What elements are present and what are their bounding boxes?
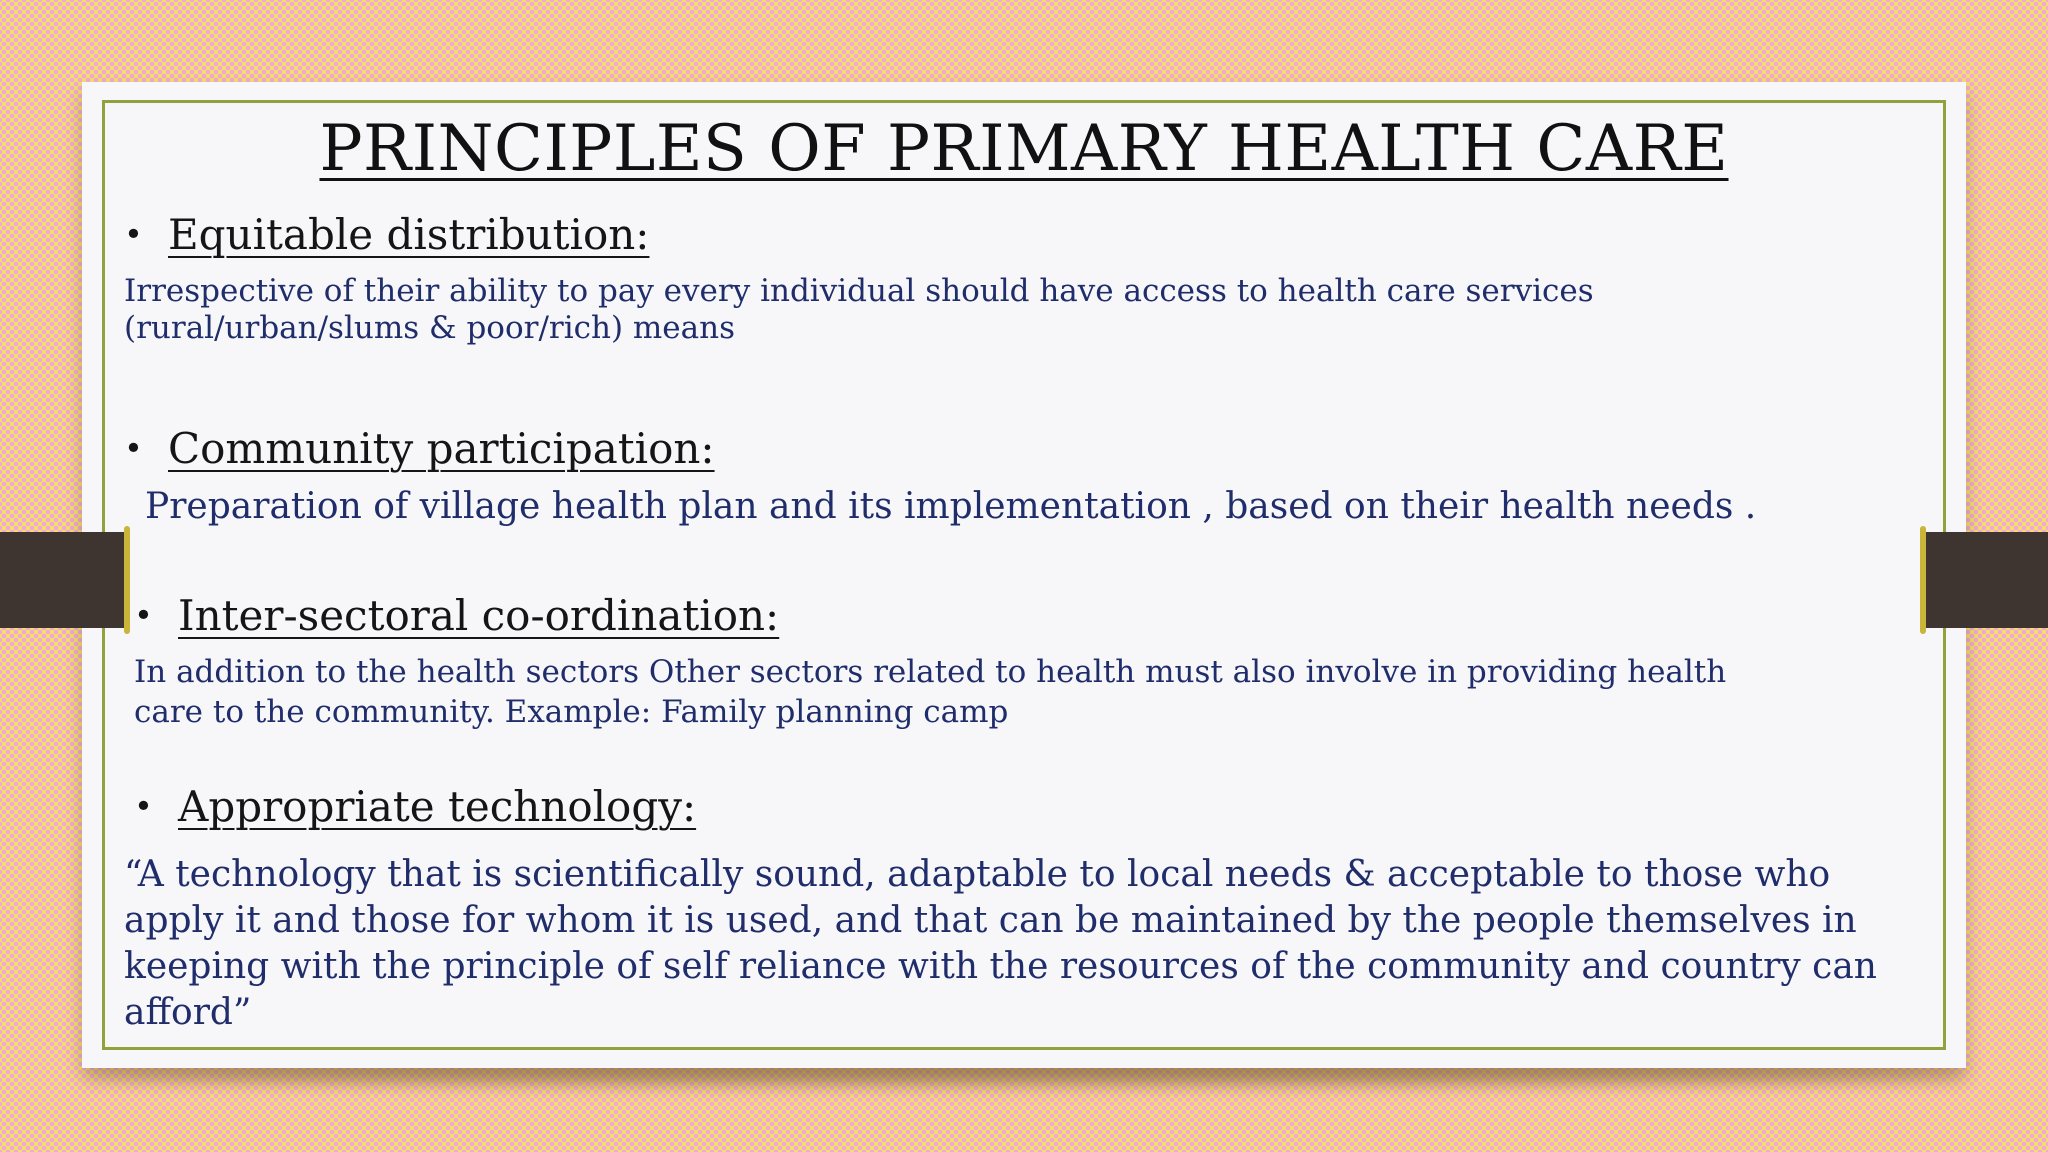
section-body-inter-sectoral-coordination [134, 652, 1726, 732]
bullet-icon: • [134, 596, 153, 634]
section-heading-label: Community participation: [168, 424, 715, 473]
body-line: apply it and those for whom it is used, and that can be maintained by the people themselves in [124, 900, 1857, 941]
body-line: Irrespective of their ability to pay every individual should have access to health care services [124, 273, 1594, 309]
body-line: (rural/urban/slums & poor/rich) means [124, 310, 735, 346]
body-line: Preparation of village health plan and its implementation , based on their health needs . [145, 486, 1757, 527]
section-heading-inter-sectoral-coordination [134, 591, 779, 640]
section-heading-label: Equitable distribution: [168, 210, 650, 259]
body-line: afford” [124, 992, 252, 1033]
body-line: “A technology that is scientifically sound, adaptable to local needs & acceptable to those who [124, 854, 1831, 895]
bullet-icon: • [134, 787, 153, 825]
section-heading-label: Inter-sectoral co-ordination: [178, 591, 780, 640]
right-binder-tab [1922, 532, 2048, 628]
body-line: keeping with the principle of self reliance with the resources of the community and country can [124, 946, 1877, 987]
bullet-icon: • [124, 429, 143, 467]
section-body-appropriate-technology [124, 852, 1877, 1036]
section-heading-appropriate-technology [134, 782, 696, 831]
section-heading-label: Appropriate technology: [178, 782, 697, 831]
body-line: In addition to the health sectors Other sectors related to health must also involve in providing health [134, 654, 1727, 690]
bullet-icon: • [124, 215, 143, 253]
section-body-equitable-distribution [124, 273, 1594, 347]
body-line: care to the community. Example: Family planning camp [134, 694, 1009, 730]
left-binder-tab [0, 532, 128, 628]
page-title: PRINCIPLES OF PRIMARY HEALTH CARE [319, 112, 1729, 186]
section-heading-community-participation [124, 424, 715, 473]
section-body-community-participation [145, 485, 1756, 529]
section-heading-equitable-distribution [124, 210, 649, 259]
